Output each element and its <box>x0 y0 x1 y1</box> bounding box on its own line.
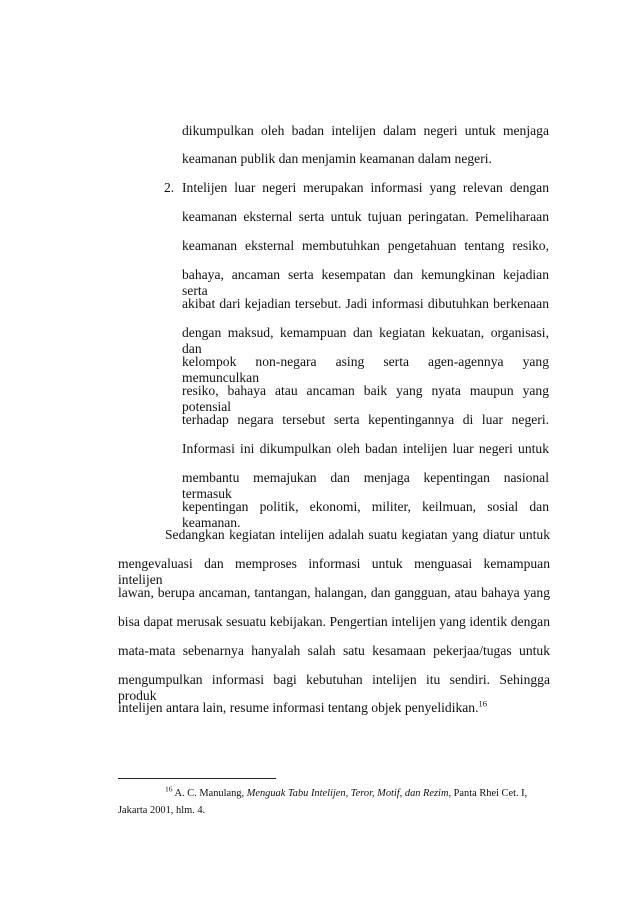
list-item-2-line-6: dengan maksud, kemampuan dan kegiatan kekuatan, organisasi, dan <box>182 325 549 356</box>
list-item-2-line-3: keamanan eksternal membutuhkan pengetahuan tentang resiko, <box>182 238 549 253</box>
list-item-2-line-12: kepentingan politik, ekonomi, militer, keilmuan, sosial dan keamanan. <box>182 499 549 530</box>
footnote-line-1 <box>165 784 528 800</box>
paragraph-line-5: mata-mata sebenarnya hanyalah salah satu kesamaan pekerjaa/tugas untuk <box>118 643 550 658</box>
footnote-publisher: , Panta Rhei Cet. I, <box>448 788 528 799</box>
footnote-separator <box>118 778 276 779</box>
paragraph-line-1: Sedangkan kegiatan intelijen adalah suatu kegiatan yang diatur untuk <box>165 527 550 542</box>
paragraph-line-3: lawan, berupa ancaman, tantangan, halangan, dan gangguan, atau bahaya yang <box>118 585 550 600</box>
paragraph-line-7 <box>118 700 487 716</box>
footnote-number: 16 <box>165 784 173 794</box>
list-item-2-line-8: resiko, bahaya atau ancaman baik yang nyata maupun yang potensial <box>182 383 549 414</box>
list-item-2-line-9: terhadap negara tersebut serta kepentingannya di luar negeri. <box>182 412 549 427</box>
paragraph-last-text: intelijen antara lain, resume informasi tentang objek penyelidikan. <box>118 700 479 715</box>
list-item-2-line-2: keamanan eksternal serta untuk tujuan peringatan. Pemeliharaan <box>182 209 549 224</box>
list-item-1-line-1: dikumpulkan oleh badan intelijen dalam negeri untuk menjaga <box>182 123 549 138</box>
list-item-1-line-2: keamanan publik dan menjamin keamanan dalam negeri. <box>182 151 492 166</box>
list-item-2-line-5: akibat dari kejadian tersebut. Jadi informasi dibutuhkan berkenaan <box>182 296 549 311</box>
list-item-2-line-11: membantu memajukan dan menjaga kepentingan nasional termasuk <box>182 470 549 501</box>
paragraph-line-6: mengumpulkan informasi bagi kebutuhan intelijen itu sendiri. Sehingga produk <box>118 672 550 703</box>
footnote-title: Menguak Tabu Intelijen, Teror, Motif, dan Rezim <box>246 788 449 799</box>
footnote-author: A. C. Manulang, <box>174 788 245 799</box>
list-item-2-number: 2. <box>164 180 175 195</box>
list-item-2-line-4: bahaya, ancaman serta kesempatan dan kemungkinan kejadian serta <box>182 267 549 298</box>
list-item-2-line-7: kelompok non-negara asing serta agen-agennya yang memunculkan <box>182 354 549 385</box>
footnote-reference[interactable]: 16 <box>478 698 487 709</box>
paragraph-line-2: mengevaluasi dan memproses informasi untuk menguasai kemampuan intelijen <box>118 556 550 587</box>
list-item-2-line-10: Informasi ini dikumpulkan oleh badan intelijen luar negeri untuk <box>182 441 549 456</box>
footnote-line-2: Jakarta 2001, hlm. 4. <box>118 805 206 816</box>
list-item-2-line-1: Intelijen luar negeri merupakan informasi yang relevan dengan <box>182 180 549 195</box>
paragraph-line-4: bisa dapat merusak sesuatu kebijakan. Pengertian intelijen yang identik dengan <box>118 614 550 629</box>
